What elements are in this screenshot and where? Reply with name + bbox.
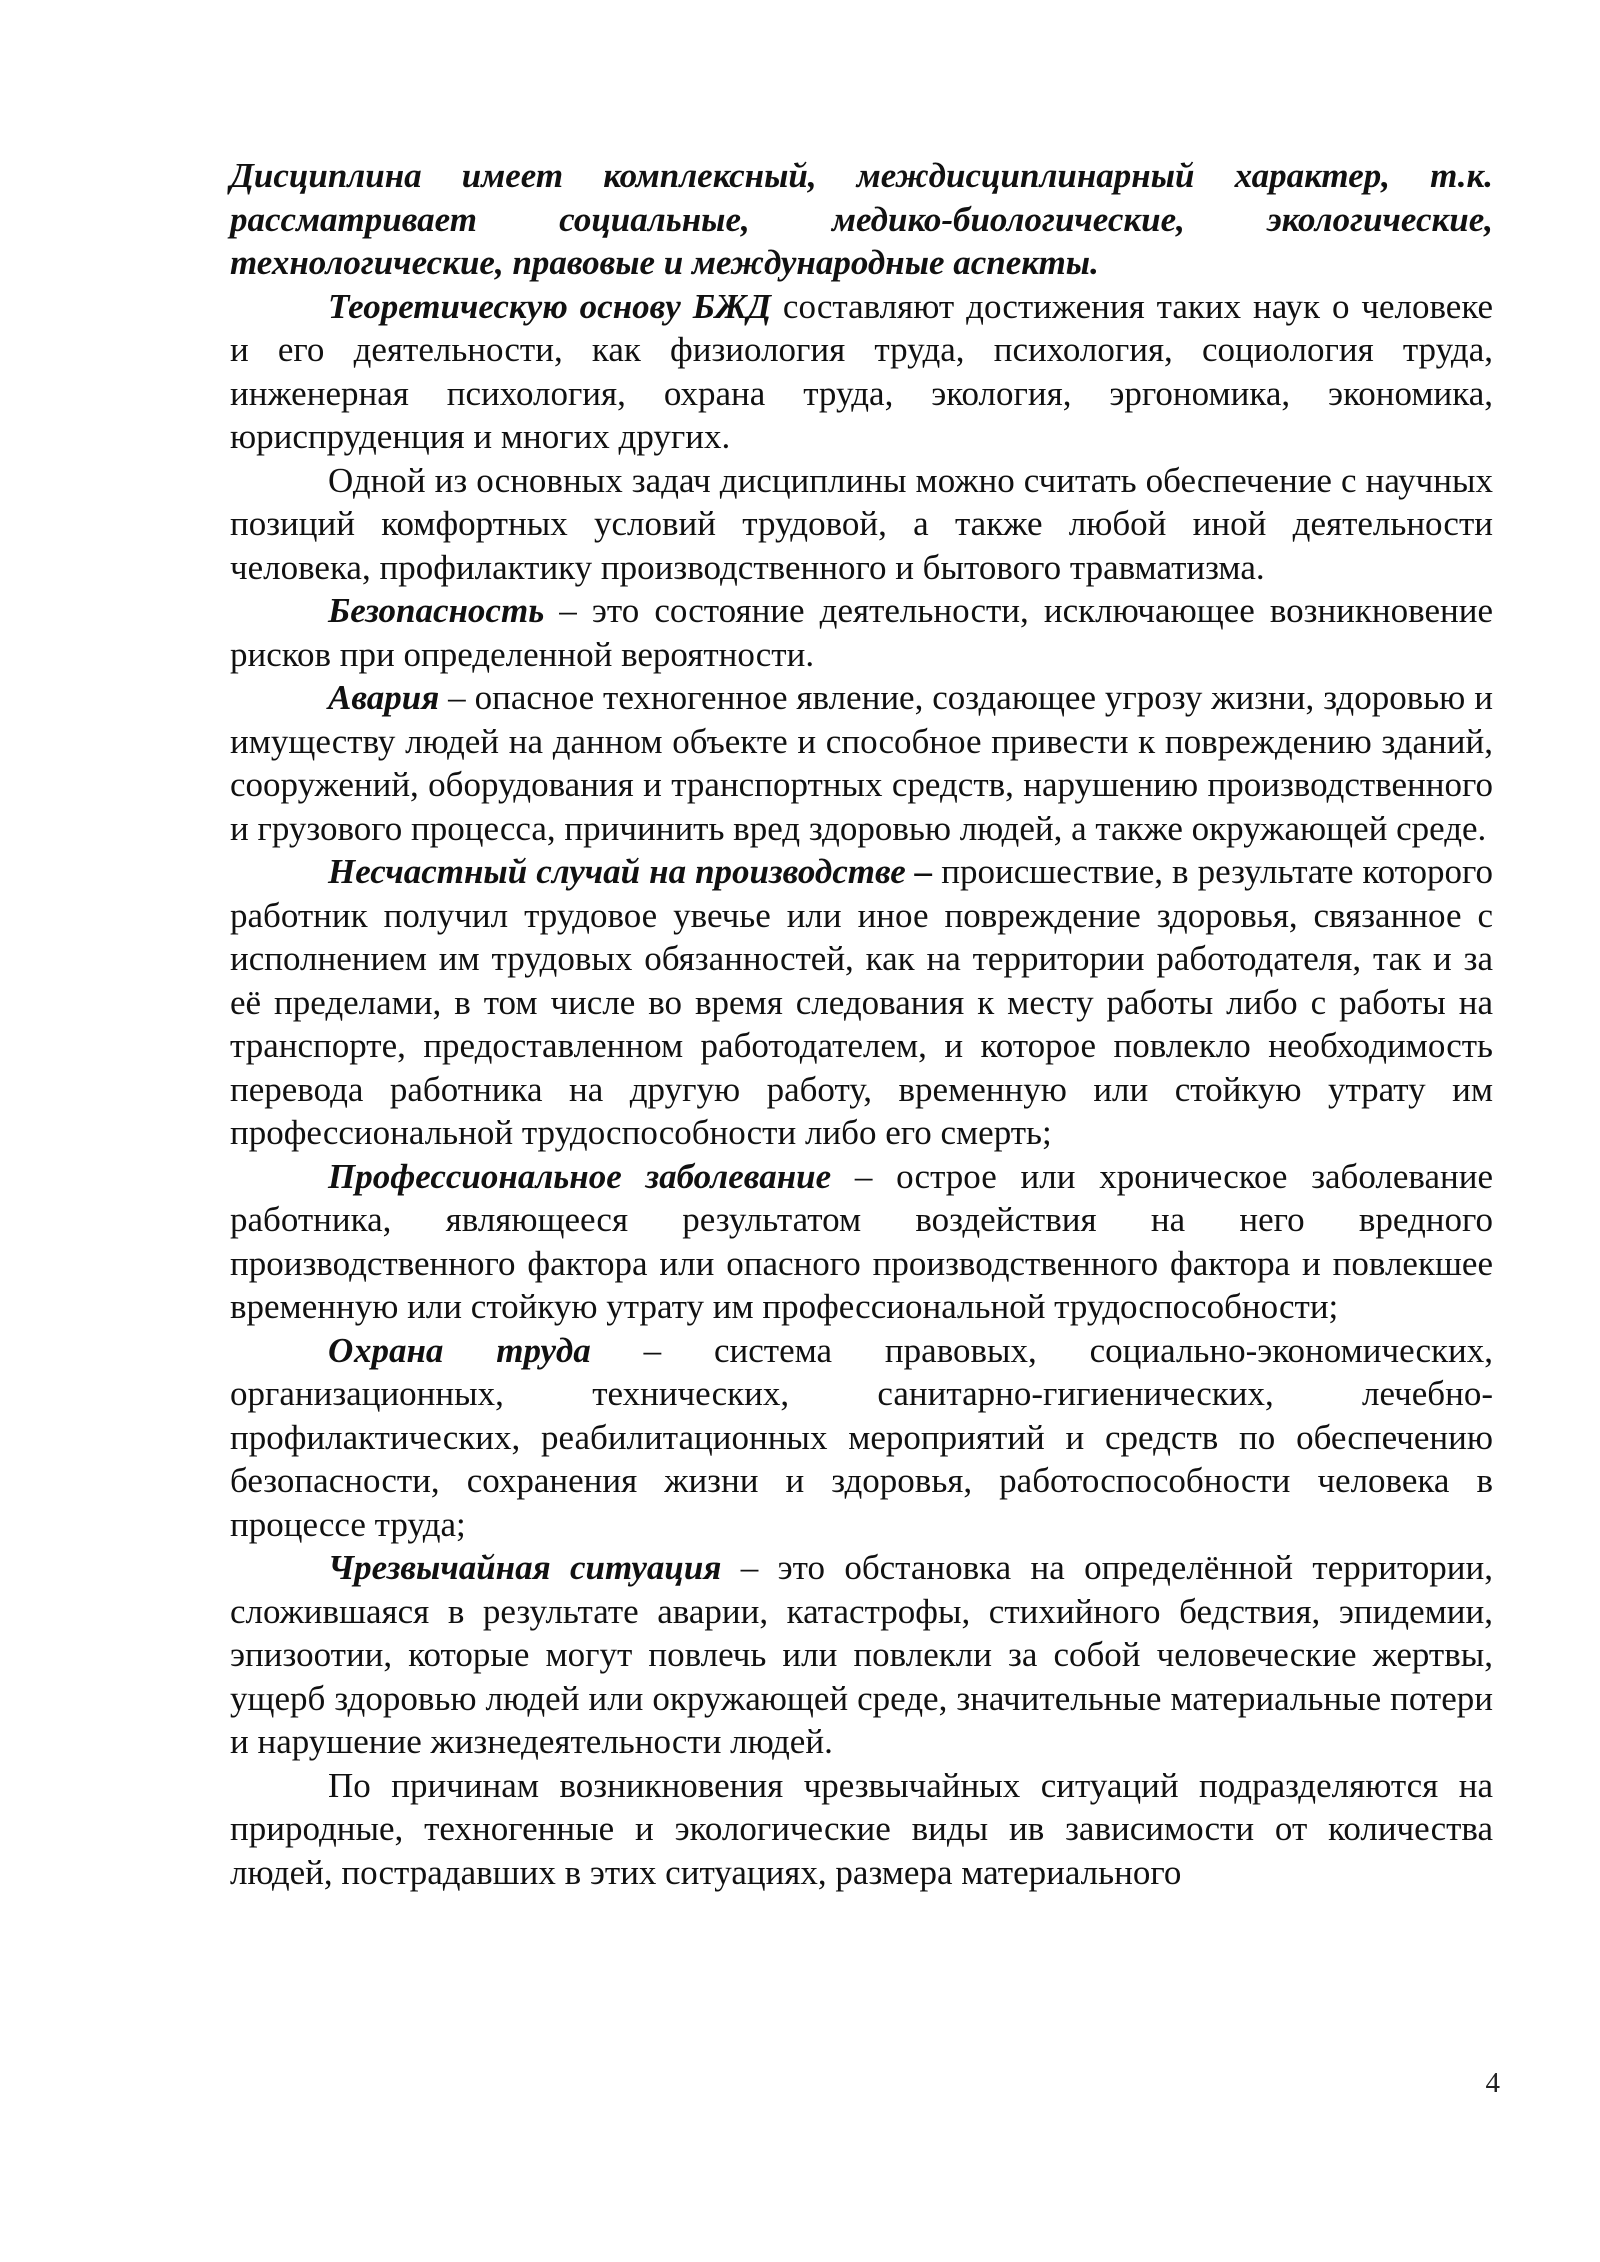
- definition-text: – это обстановка на определённой территории, сложившаяся в результате аварии, катастрофы, стихийного бедствия, эпидемии, эпизоотии, которые могут повлечь или повлекли за собой человеческие жертвы, ущерб здоровью людей или окружающей среде, значительные материальные потери и нарушение жизнедеятельности людей.: [230, 1548, 1493, 1761]
- definition-text: происшествие, в результате которого работник получил трудовое увечье или иное повреждение здоровья, связанное с исполнением им трудовых обязанностей, как на территории работодателя, так и за её пределами, в том числе во время следования к месту работы либо с работы на транспорте, предоставленном работодателем, и которое повлекло необходимость перевода работника на другую работу, временную или стойкую утрату им профессиональной трудоспособности либо его смерть;: [230, 852, 1493, 1152]
- page-number: 4: [1485, 2067, 1500, 2099]
- paragraph-accident: [230, 676, 1493, 850]
- paragraph-emergency-types: [230, 1764, 1493, 1895]
- term-safety: Безопасность: [328, 591, 545, 630]
- paragraph-occupational-disease: [230, 1155, 1493, 1329]
- term-occupational-disease: Профессиональное заболевание: [328, 1156, 832, 1196]
- paragraph-main-task: [230, 459, 1493, 590]
- paragraph-emergency: [230, 1546, 1493, 1764]
- paragraph-text: Одной из основных задач дисциплины можно считать обеспечение с научных позиций комфортных условий трудовой, а также любой иной деятельности человека, профилактику производственного и бытового травматизма.: [230, 460, 1493, 587]
- paragraph-text: По причинам возникновения чрезвычайных ситуаций подразделяются на природные, техногенные и экологические виды ив зависимости от количества людей, пострадавших в этих ситуациях, размера материального: [230, 1765, 1493, 1892]
- definition-text: – система правовых, социально-экономических, организационных, технических, санитарно-гигиенических, лечебно-профилактических, реабилитационных мероприятий и средств по обеспечению безопасности, сохранения жизни и здоровья, работоспособности человека в процессе труда;: [230, 1330, 1493, 1544]
- paragraph-theoretical-basis: [230, 285, 1493, 459]
- definition-text: составляют достижения таких наук о человеке и его деятельности, как физиология труда, психология, социология труда, инженерная психология, охрана труда, экология, эргономика, экономика, юриспруденция и многих других.: [230, 286, 1493, 456]
- page-body: [230, 154, 1493, 1894]
- definition-text: – острое или хроническое заболевание работника, являющееся результатом воздействия на него вредного производственного фактора или опасного производственного фактора и повлекшее временную или стойкую утрату им профессиональной трудоспособности;: [230, 1156, 1493, 1326]
- term-emergency: Чрезвычайная ситуация: [328, 1548, 722, 1587]
- definition-text: – опасное техногенное явление, создающее угрозу жизни, здоровью и имуществу людей на данном объекте и способное привести к повреждению зданий, сооружений, оборудования и транспортных средств, нарушению производственного и грузового процесса, причинить вред здоровью людей, а также окружающей среде.: [230, 678, 1493, 848]
- term-industrial-accident: Несчастный случай на производстве –: [328, 852, 933, 891]
- intro-paragraph: Дисциплина имеет комплексный, междисциплинарный характер, т.к. рассматривает социальные, медико-биологические, экологические, технологические, правовые и международные аспекты.: [230, 156, 1493, 282]
- paragraph-industrial-accident: [230, 850, 1493, 1155]
- term-accident: Авария: [328, 678, 440, 717]
- paragraph-labor-protection: [230, 1329, 1493, 1547]
- term-theoretical-basis: Теоретическую основу БЖД: [328, 286, 771, 326]
- paragraph-safety: [230, 589, 1493, 676]
- term-labor-protection: Охрана труда: [328, 1330, 591, 1370]
- definition-text: – это состояние деятельности, исключающее возникновение рисков при определенной вероятности.: [230, 591, 1493, 674]
